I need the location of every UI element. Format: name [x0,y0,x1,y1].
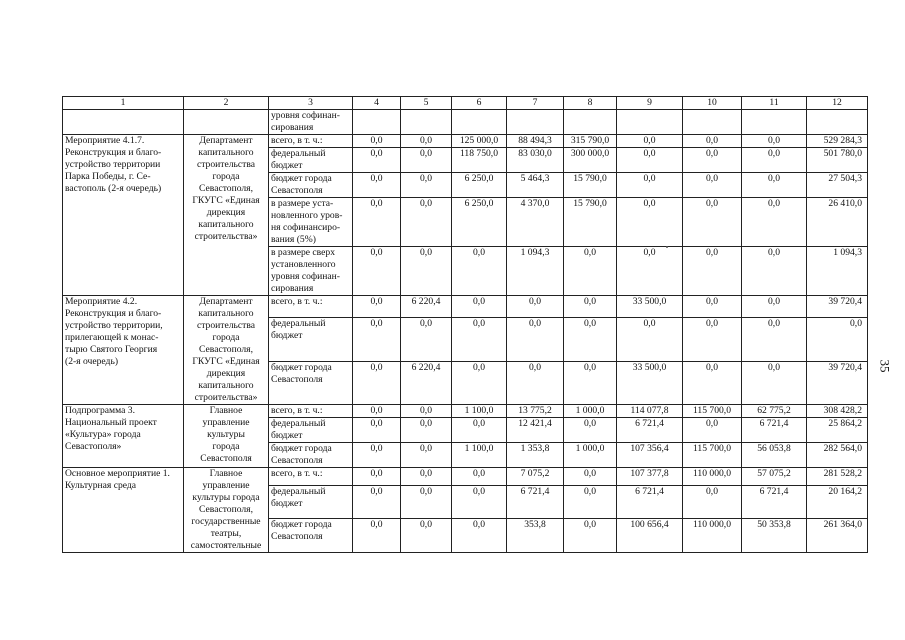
column-header-cell: 8 [564,97,617,110]
value-cell: 0,0 [401,519,452,553]
funding-source-cell-line: Севастополя [271,455,323,466]
value-cell: 0,0 [742,198,807,247]
funding-source-cell [269,468,353,486]
value-cell: 0,0 [401,173,452,198]
funding-source-cell-line: бюджет города [271,361,332,373]
value-cell: 308 428,2 [807,405,868,418]
funding-source-cell-line: бюджет города [271,173,332,184]
empty-cell [742,110,807,135]
funding-source-cell-line: бюджет [271,160,303,171]
value-cell: 15 790,0 [564,173,617,198]
value-cell: 0,0 [452,519,507,553]
executor-cell-line: управление [202,417,250,428]
value-cell: 0,0 [617,318,683,361]
funding-source-cell [269,361,353,404]
executor-cell-line: культуры города [192,492,260,503]
measure-name-cell [63,405,184,468]
executor-cell-line: капитального [198,380,254,391]
value-cell: 0,0 [564,418,617,443]
value-cell: 0,0 [807,318,868,361]
value-cell: 0,0 [353,318,401,361]
value-cell: 118 750,0 [452,148,507,173]
executor-cell-line: ГКУГС «Единая [192,195,260,206]
column-header-cell: 11 [742,97,807,110]
value-cell: 0,0 [683,485,742,519]
value-cell: 0,0 [401,418,452,443]
continuation-source-line: сирования [271,122,314,133]
empty-cell [807,110,868,135]
empty-cell [617,110,683,135]
value-cell: 114 077,8 [617,405,683,418]
column-header-cell: 1 [63,97,184,110]
empty-cell [452,110,507,135]
column-header-cell: 12 [807,97,868,110]
funding-source-cell [269,173,353,198]
measure-name-cell-line: (2-я очередь) [65,356,119,367]
value-cell: 501 780,0 [807,148,868,173]
executor-cell-line: самостоятельные [190,540,262,551]
funding-source-cell [269,318,353,361]
value-cell: 529 284,3 [807,135,868,148]
funding-source-cell-line: всего, в т. ч.: [271,405,323,416]
value-cell: 0,0 [564,519,617,553]
value-cell: 6 220,4 [401,296,452,318]
value-cell: 0,0 [353,519,401,553]
value-cell: 0,0 [564,318,617,361]
value-cell: 0,0 [452,485,507,519]
executor-cell-line: государственные [191,516,261,527]
value-cell: 0,0 [507,318,564,361]
value-cell: 0,0 [401,405,452,418]
executor-cell-line: капитального [198,308,254,319]
value-cell: 6 721,4 [742,418,807,443]
value-cell: 315 790,0 [564,135,617,148]
value-cell: 0,0 [683,135,742,148]
column-header-cell: 7 [507,97,564,110]
value-cell: 0,0 [452,296,507,318]
continuation-row [63,110,868,135]
value-cell: 100 656,4 [617,519,683,553]
value-cell: 33 500,0 [617,296,683,318]
value-cell: 0,0 [452,318,507,361]
value-cell: 25 864,2 [807,418,868,443]
value-cell: 1 100,0 [452,405,507,418]
funding-source-cell-line: всего, в т. ч.: [271,135,323,146]
executor-cell-line: строительства [196,159,256,170]
value-cell: 27 504,3 [807,173,868,198]
value-cell: 26 410,0 [807,198,868,247]
value-cell: 7 075,2 [507,468,564,486]
value-cell: 0,0 [353,405,401,418]
funding-source-cell-line: вания (5%) [271,234,316,245]
funding-source-cell-line: бюджет [271,430,303,441]
executor-cell-line: города [212,441,240,452]
empty-cell [401,110,452,135]
measure-name-cell-line: Культурная среда [65,480,137,491]
executor-cell-line: театры, [210,528,242,539]
value-cell: 0,0 [683,418,742,443]
funding-source-cell [269,443,353,468]
executor-cell [184,135,269,296]
funding-source-cell-line: Севастополя [271,531,323,543]
funding-source-cell-line: бюджет города [271,443,332,454]
value-cell: 110 000,0 [683,468,742,486]
value-cell: 57 075,2 [742,468,807,486]
value-cell: 300 000,0 [564,148,617,173]
value-cell: 0,0 [401,318,452,361]
funding-source-cell-line: Севастополя [271,185,323,196]
value-cell: 0,0 [683,148,742,173]
executor-cell-line: строительства» [194,231,258,242]
empty-cell [353,110,401,135]
value-cell: 56 053,8 [742,443,807,468]
funding-source-cell-line: в размере уста- [271,198,334,209]
value-cell: 125 000,0 [452,135,507,148]
value-cell: 6 721,4 [617,418,683,443]
value-cell: 62 775,2 [742,405,807,418]
value-cell: 1 000,0 [564,443,617,468]
executor-cell-line: Главное [209,468,243,479]
continuation-source-cell [269,110,353,135]
executor-cell-line: строительства» [194,392,258,403]
funding-source-cell-line: федеральный [271,148,326,159]
executor-cell-line: Севастополя, [199,504,253,515]
value-cell: 1 000,0 [564,405,617,418]
value-cell: 0,0 [353,361,401,404]
value-cell: 20 164,2 [807,485,868,519]
value-cell: 0,0 [683,173,742,198]
value-cell: 0,0 [401,443,452,468]
value-cell: 107 377,8 [617,468,683,486]
continuation-org-cell [184,110,269,135]
funding-source-cell-line: всего, в т. ч.: [271,468,323,479]
value-cell: 0,0 [617,247,683,296]
value-cell: 6 721,4 [507,485,564,519]
value-cell: 0,0 [507,361,564,404]
value-cell: 0,0 [452,418,507,443]
executor-cell-line: ГКУГС «Единая [192,356,260,367]
value-cell: 0,0 [683,296,742,318]
funding-source-cell [269,247,353,296]
value-cell: 1 094,3 [807,247,868,296]
value-cell: 0,0 [564,296,617,318]
value-cell: 88 494,3 [507,135,564,148]
executor-cell [184,296,269,405]
measure-name-cell-line: Национальный проект [65,417,157,428]
value-cell: 0,0 [353,198,401,247]
executor-cell [184,468,269,553]
value-cell: 0,0 [353,443,401,468]
measure-name-cell-line: Подпрограмма 3. [65,405,135,416]
value-cell: 0,0 [452,468,507,486]
measure-name-cell-line: прилегающей к монас- [65,332,159,343]
value-cell: 0,0 [353,135,401,148]
executor-cell-line: Севастополя [200,453,252,464]
value-cell: 15 790,0 [564,198,617,247]
value-cell: 0,0 [617,198,683,247]
measure-name-cell-line: «Культура» города [65,429,141,440]
funding-source-cell [269,148,353,173]
table-row [63,468,868,486]
continuation-source-line: уровня софинан- [271,110,340,121]
table-row [63,135,868,148]
value-cell: 1 353,8 [507,443,564,468]
value-cell: 83 030,0 [507,148,564,173]
funding-source-cell-line: всего, в т. ч.: [271,296,323,307]
value-cell: 0,0 [742,247,807,296]
page-number: 35 [877,359,893,373]
funding-source-cell [269,418,353,443]
value-cell: 0,0 [353,468,401,486]
value-cell: 0,0 [683,318,742,361]
value-cell: 0,0 [683,198,742,247]
measure-name-cell-line: Севастополя» [65,441,122,452]
table-row [63,296,868,318]
value-cell: 6 250,0 [452,198,507,247]
empty-cell [507,110,564,135]
value-cell: 12 421,4 [507,418,564,443]
funding-source-cell-line: установленного [271,259,336,270]
funding-source-cell [269,135,353,148]
value-cell: 6 250,0 [452,173,507,198]
value-cell: 33 500,0 [617,361,683,404]
value-cell: 0,0 [353,247,401,296]
measure-name-cell-line: устройство территории [65,159,161,170]
funding-source-cell-line: бюджет [271,497,303,509]
value-cell: 0,0 [617,148,683,173]
funding-source-cell [269,296,353,318]
value-cell: 0,0 [742,318,807,361]
funding-source-cell-line: ня софинансиро- [271,222,341,233]
empty-cell [683,110,742,135]
value-cell: 4 370,0 [507,198,564,247]
value-cell: 6 721,4 [742,485,807,519]
value-cell: 6 721,4 [617,485,683,519]
value-cell: 1 094,3 [507,247,564,296]
measure-name-cell-line: Реконструкция и благо- [65,308,162,319]
value-cell: 0,0 [617,135,683,148]
value-cell: 0,0 [564,361,617,404]
measure-name-cell-line: Основное мероприятие 1. [65,468,170,479]
executor-cell-line: города [212,171,240,182]
scan-artifact [666,246,668,248]
continuation-name-cell [63,110,184,135]
executor-cell-line: дирекция [206,207,246,218]
value-cell: 0,0 [401,148,452,173]
column-header-row [63,97,868,110]
column-header-cell: 9 [617,97,683,110]
funding-source-cell-line: сирования [271,283,314,294]
measure-name-cell [63,135,184,296]
funding-source-cell-line: в размере сверх [271,247,336,258]
measure-name-cell-line: тырю Святого Георгия [65,344,158,355]
executor-cell-line: Севастополя, [199,183,253,194]
funding-source-cell [269,405,353,418]
table-row [63,405,868,418]
measure-name-cell-line: устройство территории, [65,320,163,331]
funding-source-cell-line: новленного уров- [271,210,343,221]
value-cell: 107 356,4 [617,443,683,468]
value-cell: 0,0 [507,296,564,318]
value-cell: 0,0 [401,198,452,247]
executor-cell-line: строительства [196,320,256,331]
table-body [63,97,868,553]
value-cell: 0,0 [564,485,617,519]
value-cell: 0,0 [742,135,807,148]
value-cell: 0,0 [353,148,401,173]
value-cell: 0,0 [452,247,507,296]
funding-source-cell-line: федеральный [271,418,326,429]
measure-name-cell-line: Реконструкция и благо- [65,147,162,158]
funding-source-cell-line: бюджет [271,330,303,342]
value-cell: 0,0 [564,247,617,296]
value-cell: 0,0 [353,418,401,443]
measure-name-cell [63,296,184,405]
funding-source-cell-line: уровня софинан- [271,271,340,282]
value-cell: 281 528,2 [807,468,868,486]
value-cell: 0,0 [683,247,742,296]
executor-cell-line: города [212,332,240,343]
executor-cell-line: Департамент [199,296,253,307]
executor-cell-line: капитального [198,147,254,158]
value-cell: 115 700,0 [683,443,742,468]
value-cell: 50 353,8 [742,519,807,553]
value-cell: 0,0 [742,173,807,198]
funding-source-cell-line: бюджет города [271,519,332,531]
value-cell: 0,0 [742,361,807,404]
measure-name-cell-line: Мероприятие 4.1.7. [65,135,145,146]
funding-source-cell [269,519,353,553]
column-header-cell: 5 [401,97,452,110]
value-cell: 39 720,4 [807,296,868,318]
value-cell: 261 364,0 [807,519,868,553]
measure-name-cell-line: Мероприятие 4.2. [65,296,138,307]
executor-cell-line: культуры [207,429,245,440]
value-cell: 282 564,0 [807,443,868,468]
value-cell: 0,0 [452,361,507,404]
value-cell: 110 000,0 [683,519,742,553]
value-cell: 115 700,0 [683,405,742,418]
column-header-cell: 3 [269,97,353,110]
value-cell: 0,0 [742,296,807,318]
executor-cell-line: Севастополя, [199,344,253,355]
measure-name-cell-line: вастополь (2-я очередь) [65,183,162,194]
executor-cell-line: Главное [209,405,243,416]
value-cell: 0,0 [617,173,683,198]
funding-source-cell-line: федеральный [271,318,326,330]
executor-cell-line: Департамент [199,135,253,146]
funding-source-cell [269,485,353,519]
column-header-cell: 6 [452,97,507,110]
executor-cell-line: дирекция [206,368,246,379]
executor-cell-line: управление [202,480,250,491]
value-cell: 0,0 [401,468,452,486]
value-cell: 0,0 [401,135,452,148]
funding-source-cell-line: федеральный [271,485,326,497]
column-header-cell: 2 [184,97,269,110]
value-cell: 0,0 [353,296,401,318]
funding-source-cell-line: Севастополя [271,373,323,385]
value-cell: 0,0 [353,485,401,519]
executor-cell [184,405,269,468]
empty-cell [564,110,617,135]
value-cell: 13 775,2 [507,405,564,418]
value-cell: 39 720,4 [807,361,868,404]
column-header-cell: 10 [683,97,742,110]
budget-table [62,96,868,553]
value-cell: 353,8 [507,519,564,553]
column-header-cell: 4 [353,97,401,110]
funding-source-cell [269,198,353,247]
value-cell: 5 464,3 [507,173,564,198]
value-cell: 0,0 [401,485,452,519]
measure-name-cell [63,468,184,553]
value-cell: 0,0 [564,468,617,486]
measure-name-cell-line: Парка Победы, г. Се- [65,171,151,182]
executor-cell-line: капитального [198,219,254,230]
value-cell: 0,0 [742,148,807,173]
value-cell: 6 220,4 [401,361,452,404]
value-cell: 0,0 [401,247,452,296]
value-cell: 1 100,0 [452,443,507,468]
value-cell: 0,0 [683,361,742,404]
value-cell: 0,0 [353,173,401,198]
